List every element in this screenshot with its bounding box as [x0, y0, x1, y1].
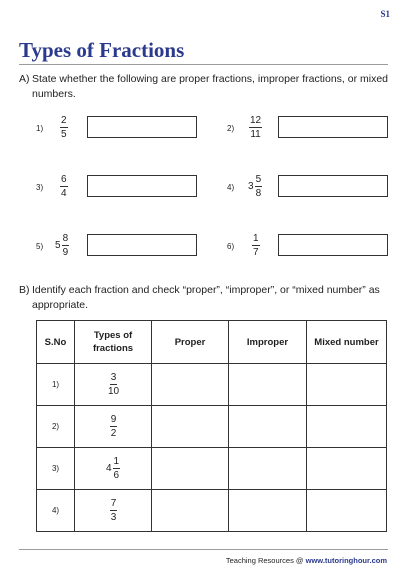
fraction-whole: 4 [105, 463, 112, 474]
footer-divider [19, 549, 388, 550]
row-sno: 2) [37, 406, 75, 448]
question-5 [36, 233, 198, 261]
question-1 [36, 115, 198, 143]
question-label: 4) [227, 183, 235, 192]
fraction [59, 115, 68, 140]
header-improper: Improper [229, 321, 307, 364]
header-mixed: Mixed number [307, 321, 387, 364]
mixed-check-cell[interactable] [307, 406, 387, 448]
row-sno: 4) [37, 490, 75, 532]
mixed-check-cell[interactable] [307, 490, 387, 532]
fraction-denominator: 9 [62, 247, 69, 258]
question-label: 6) [227, 242, 235, 251]
mixed-check-cell[interactable] [307, 364, 387, 406]
header-fraction: Types of fractions [75, 321, 152, 364]
page-title: Types of Fractions [19, 38, 185, 62]
fraction-numerator: 8 [62, 233, 69, 244]
footer-prefix: Teaching Resources @ [225, 556, 306, 565]
fraction-denominator: 6 [113, 470, 120, 481]
improper-check-cell[interactable] [229, 406, 307, 448]
fraction-numerator: 5 [255, 174, 262, 185]
classification-table [36, 320, 387, 532]
improper-check-cell[interactable] [229, 364, 307, 406]
section-b-instruction [19, 283, 391, 313]
fraction [109, 498, 118, 523]
fraction-denominator: 10 [107, 386, 120, 397]
fraction-numerator: 1 [253, 233, 259, 244]
question-label: 1) [36, 124, 44, 133]
answer-box[interactable] [278, 116, 388, 138]
row-sno: 1) [37, 364, 75, 406]
fraction-numerator: 1 [113, 456, 120, 467]
question-3 [36, 174, 198, 202]
proper-check-cell[interactable] [152, 406, 229, 448]
row-fraction [75, 448, 152, 490]
fraction-denominator: 3 [110, 512, 117, 523]
fraction [106, 456, 120, 481]
improper-check-cell[interactable] [229, 490, 307, 532]
title-divider [19, 64, 388, 65]
header-proper: Proper [152, 321, 229, 364]
improper-check-cell[interactable] [229, 448, 307, 490]
table-row [37, 406, 387, 448]
proper-check-cell[interactable] [152, 490, 229, 532]
section-a-letter: A) [19, 73, 30, 85]
fraction-numerator: 12 [250, 115, 262, 126]
table-row [37, 448, 387, 490]
fraction-numerator: 7 [110, 498, 117, 509]
fraction-denominator: 5 [61, 129, 67, 140]
answer-box[interactable] [87, 116, 197, 138]
fraction-numerator: 3 [110, 372, 117, 383]
fraction [109, 414, 118, 439]
fraction [248, 174, 262, 199]
question-6 [227, 233, 389, 261]
fraction-whole: 3 [248, 181, 254, 192]
proper-check-cell[interactable] [152, 364, 229, 406]
question-2 [227, 115, 389, 143]
section-a-instruction [19, 72, 391, 102]
answer-box[interactable] [278, 234, 388, 256]
footer [226, 556, 387, 565]
table-header-row [37, 321, 387, 364]
table-row [37, 364, 387, 406]
fraction [107, 372, 119, 397]
worksheet-code: S1 [380, 9, 390, 19]
fraction-denominator: 8 [255, 188, 262, 199]
fraction-denominator: 2 [110, 428, 117, 439]
fraction-numerator: 6 [61, 174, 67, 185]
question-label: 2) [227, 124, 235, 133]
fraction [55, 233, 69, 258]
question-label: 3) [36, 183, 44, 192]
fraction [248, 115, 262, 140]
row-fraction [75, 364, 152, 406]
section-a-text: State whether the following are proper fractions, improper fractions, or mixed numbers. [32, 73, 389, 100]
row-fraction [75, 490, 152, 532]
fraction-numerator: 9 [110, 414, 117, 425]
fraction [59, 174, 68, 199]
fraction-denominator: 11 [250, 129, 261, 140]
section-b-letter: B) [19, 284, 30, 296]
mixed-check-cell[interactable] [307, 448, 387, 490]
answer-box[interactable] [87, 175, 197, 197]
row-sno: 3) [37, 448, 75, 490]
section-b-text: Identify each fraction and check “proper”, “improper”, or “mixed number” as appropriate. [32, 284, 380, 311]
fraction-whole: 5 [55, 240, 61, 251]
fraction-denominator: 7 [253, 247, 259, 258]
proper-check-cell[interactable] [152, 448, 229, 490]
header-sno: S.No [37, 321, 75, 364]
fraction-numerator: 2 [61, 115, 67, 126]
footer-link[interactable]: www.tutoringhour.com [305, 556, 387, 565]
question-4 [227, 174, 389, 202]
answer-box[interactable] [87, 234, 197, 256]
fraction-denominator: 4 [61, 188, 67, 199]
row-fraction [75, 406, 152, 448]
question-label: 5) [36, 242, 44, 251]
fraction [251, 233, 260, 258]
answer-box[interactable] [278, 175, 388, 197]
table-row [37, 490, 387, 532]
